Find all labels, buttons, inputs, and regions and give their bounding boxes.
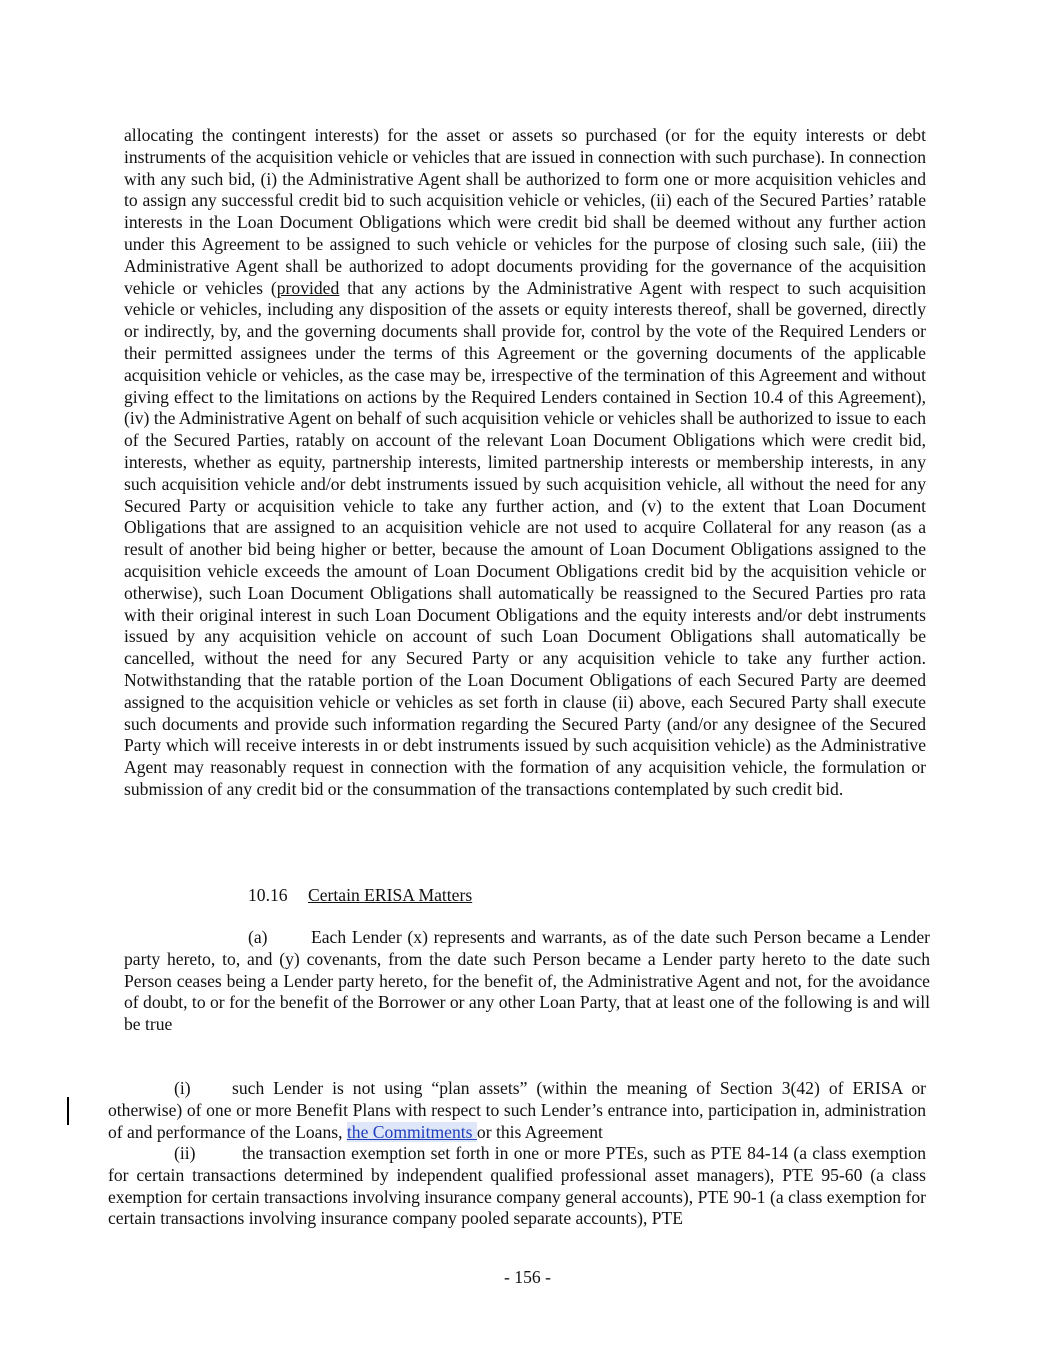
paragraph-ii-text: the transaction exemption set forth in one or more PTEs, such as PTE 84-14 (a class exemption for certain transactions determined by independent qualified professional asset managers), PTE 95-60 (a class exemption for certain transactions involving insurance company general accounts), PTE 90-1 (a class exemption for certain transactions involving insurance company pooled separate accounts), PTE: [108, 1143, 926, 1229]
section-number: 10.16: [248, 885, 288, 905]
paragraph-i-text-start: such Lender is not using “plan assets” (within the meaning of Section 3(42) of ERISA or otherwise) of one or more Benefit Plans with respect to such Lender’s entrance into, participation in, administration of and performance of the Loans,: [108, 1078, 926, 1142]
paragraph-i-label: (i): [174, 1078, 191, 1098]
paragraph-a-text: Each Lender (x) represents and warrants, as of the date such Person became a Lender party hereto, to, and (y) covenants, from the date such Person became a Lender party hereto to the date such Person ceases being a Lender party hereto, for the benefit of, the Administrative Agent and not, for the avoidance of doubt, to or for the benefit of the Borrower or any other Loan Party, that at least one of the following is and will be true: [124, 927, 931, 1035]
continuation-text-start: allocating the contingent interests) for the asset or assets so purchased (or for the equity interests or debt instruments of the acquisition vehicle or vehicles that are issued in connection with such purchase). In connection with any such bid, (i) the Administrative Agent shall be authorized to form one or more acquisition vehicles and to assign any successful credit bid to such acquisition vehicle or vehicles, (ii) each of the Secured Parties’ ratable interests in the Loan Document Obligations which were credit bid shall be deemed without any further action under this Agreement to be assigned to such vehicle or vehicles for the purpose of closing such sale, (iii) the Administrative Agent shall be authorized to adopt documents providing for the governance of the acquisition vehicle or vehicles (: [124, 125, 926, 298]
paragraph-ii-label: (ii): [174, 1143, 196, 1163]
section-heading: [248, 884, 472, 906]
commitments-link[interactable]: the Commitments: [346, 1121, 477, 1142]
paragraph-a: [124, 927, 930, 1036]
revision-change-bar: [67, 1097, 69, 1125]
continuation-paragraph: [124, 125, 926, 801]
section-title: Certain ERISA Matters: [308, 885, 473, 905]
paragraph-a-label: (a): [248, 927, 268, 947]
continuation-text-end: that any actions by the Administrative Agent with respect to such acquisition vehicle or vehicles, including any disposition of the assets or equity interests thereof, shall be governed, directly or indirectly, by, and the governing documents shall provide for, control by the vote of the Required Lenders or their permitted assignees under the terms of this Agreement or the governing documents of the applicable acquisition vehicle or vehicles, as the case may be, irrespective of the termination of this Agreement and without giving effect to the limitations on actions by the Required Lenders contained in Section 10.4 of this Agreement), (iv) the Administrative Agent on behalf of such acquisition vehicle or vehicles shall be authorized to issue to each of the Secured Parties, ratably on account of the relevant Loan Document Obligations which were credit bid, interests, whether as equity, partnership interests, limited partnership interests or membership interests, in any such acquisition vehicle and/or debt instruments issued by such acquisition vehicle, all without the need for any Secured Party or acquisition vehicle to take any further action, and (v) to the extent that Loan Document Obligations that are assigned to an acquisition vehicle are not used to acquire Collateral for any reason (as a result of another bid being higher or better, because the amount of Loan Document Obligations assigned to the acquisition vehicle exceeds the amount of Loan Document Obligations credit bid by the acquisition vehicle or otherwise), such Loan Document Obligations shall automatically be reassigned to the Secured Parties pro rata with their original interest in such Loan Document Obligations and the equity interests and/or debt instruments issued by any acquisition vehicle on account of such Loan Document Obligations shall automatically be cancelled, without the need for any Secured Party or any acquisition vehicle to take any further action. Notwithstanding that the ratable portion of the Loan Document Obligations of each Secured Party are deemed assigned to the acquisition vehicle or vehicles as set forth in clause (ii) above, each Secured Party shall execute such documents and provide such information regarding the Secured Party (and/or any designee of the Secured Party which will receive interests in or debt instruments issued by such acquisition vehicle) as the Administrative Agent may reasonably request in connection with the formation of any acquisition vehicle, the formulation or submission of any credit bid or the consummation of the transactions contemplated by such credit bid.: [124, 277, 926, 799]
paragraph-i: [108, 1078, 926, 1143]
paragraph-ii: [108, 1143, 926, 1230]
paragraph-i-text-end: or this Agreement: [476, 1121, 603, 1142]
page-number: - 156 -: [504, 1267, 551, 1287]
provided-term: provided: [276, 277, 340, 298]
